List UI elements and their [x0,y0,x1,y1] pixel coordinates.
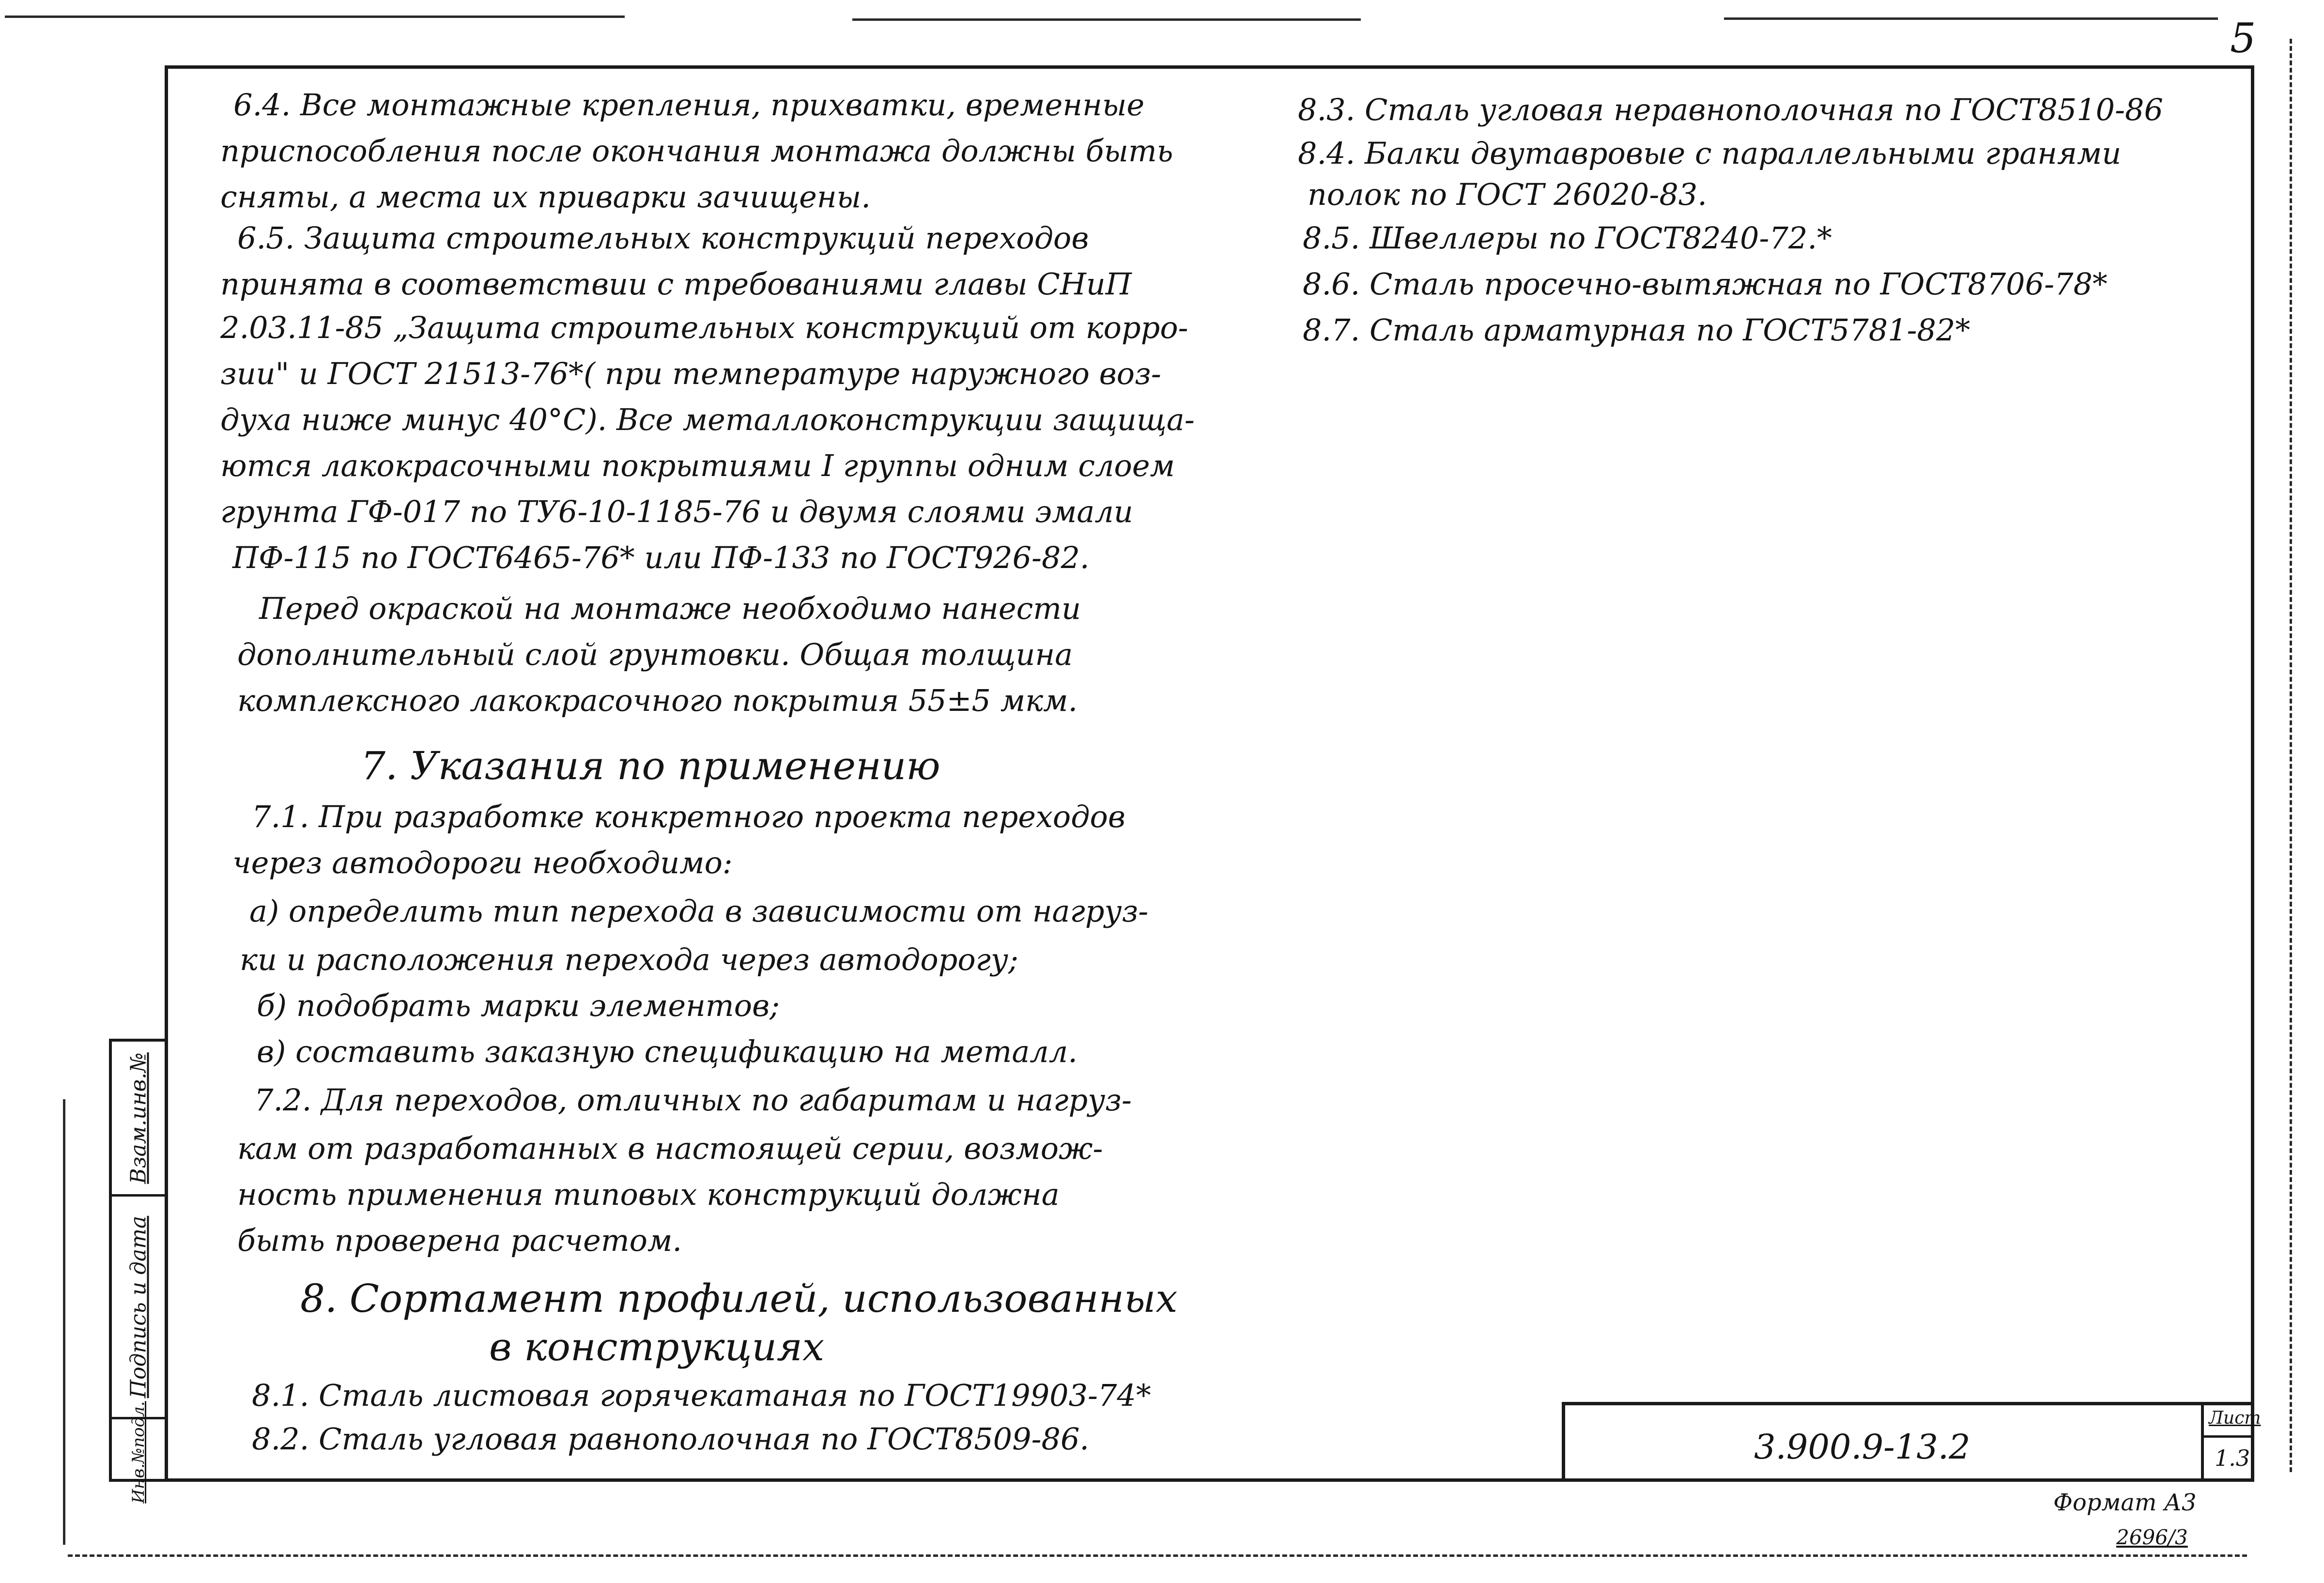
text-line: комплексного лакокрасочного покрытия 55±5 мкм. [237,683,1078,718]
text-line: 6.5. Защита строительных конструкций переходов [237,220,1089,256]
text-line: 7.1. При разработке конкретного проекта переходов [252,799,1125,834]
side-stamp-label-inventory: Инв.№подл. [128,1400,148,1504]
bottom-trim-line [68,1554,2247,1557]
format-label: Формат А3 [2053,1489,2197,1516]
drawing-designation: 3.900.9-13.2 [1754,1427,1970,1467]
text-line: ки и расположения перехода через автодорогу; [240,942,1018,977]
side-stamp [109,1039,165,1504]
text-line: дополнительный слой грунтовки. Общая толщина [237,637,1073,672]
page-number: 5 [2230,15,2256,62]
text-line: 8.3. Сталь угловая неравнополочная по ГОСТ8510-86 [1298,92,2163,127]
side-stamp-cell-signature [112,1197,165,1419]
text-line: ПФ-115 по ГОСТ6465-76* или ПФ-133 по ГОСТ926-82. [232,540,1090,575]
sheet-label: Лист [2209,1408,2261,1428]
side-stamp-cell-exchange [112,1042,165,1197]
text-line: 8.5. Швеллеры по ГОСТ8240-72.* [1303,220,1832,256]
text-line: 7.2. Для переходов, отличных по габаритам и нагруз- [254,1082,1132,1118]
right-trim-line [2290,39,2292,1472]
archive-number: 2696/3 [2116,1525,2188,1549]
left-trim-line [63,1099,65,1545]
text-line: ность применения типовых конструкций должна [237,1177,1060,1212]
text-line: грунта ГФ-017 по ТУ6-10-1185-76 и двумя слоями эмали [220,494,1133,529]
text-line: быть проверена расчетом. [237,1223,682,1258]
text-line: 8.6. Сталь просечно-вытяжная по ГОСТ8706-78* [1303,266,2108,302]
text-line: Перед окраской на монтаже необходимо нанести [259,591,1081,626]
text-line: зии" и ГОСТ 21513-76*( при температуре наружного воз- [220,356,1161,391]
sheet-cell [2201,1405,2261,1482]
title-block [1562,1402,2261,1482]
text-line: духа ниже минус 40°С). Все металлоконструкции защища- [220,402,1195,437]
section-heading: 7. Указания по применению [361,743,940,788]
side-stamp-label-exchange: Взам.инв.№ [126,1052,151,1184]
text-line: б) подобрать марки элементов; [257,988,780,1023]
text-line: в) составить заказную спецификацию на металл. [257,1034,1077,1069]
text-line: 8.2. Сталь угловая равнополочная по ГОСТ8509-86. [252,1421,1090,1457]
text-line: 2.03.11-85 „Защита строительных конструкций от корро- [220,310,1188,345]
side-stamp-cell-inventory [112,1400,165,1504]
top-trim-line-right [1724,17,2218,20]
text-line: 8.1. Сталь листовая горячекатаная по ГОСТ19903-74* [252,1378,1151,1413]
text-line: принята в соответствии с требованиями главы СНиП [220,266,1132,302]
text-line: ются лакокрасочными покрытиями I группы одним слоем [220,448,1175,483]
section-heading: 8. Сортамент профилей, использованных [300,1276,1178,1321]
side-stamp-label-signature: Подпись и дата [126,1215,151,1398]
text-line: 6.4. Все монтажные крепления, прихватки, временные [233,87,1145,123]
sheet-number: 1.3 [2215,1445,2250,1471]
top-trim-line-mid [852,18,1361,21]
text-line: сняты, а места их приварки зачищены. [220,179,871,215]
section-heading-continued: в конструкциях [489,1324,825,1369]
text-line: приспособления после окончания монтажа должны быть [220,133,1173,169]
text-line: 8.4. Балки двутавровые с параллельными гранями [1298,136,2122,171]
sheet-divider [2204,1435,2254,1438]
text-line: полок по ГОСТ 26020-83. [1308,177,1707,212]
text-line: кам от разработанных в настоящей серии, возмож- [237,1131,1103,1166]
text-line: 8.7. Сталь арматурная по ГОСТ5781-82* [1303,312,1970,348]
top-trim-line-left [5,15,625,18]
text-line: а) определить тип перехода в зависимости от нагруз- [249,893,1149,929]
text-line: через автодороги необходимо: [232,845,733,880]
